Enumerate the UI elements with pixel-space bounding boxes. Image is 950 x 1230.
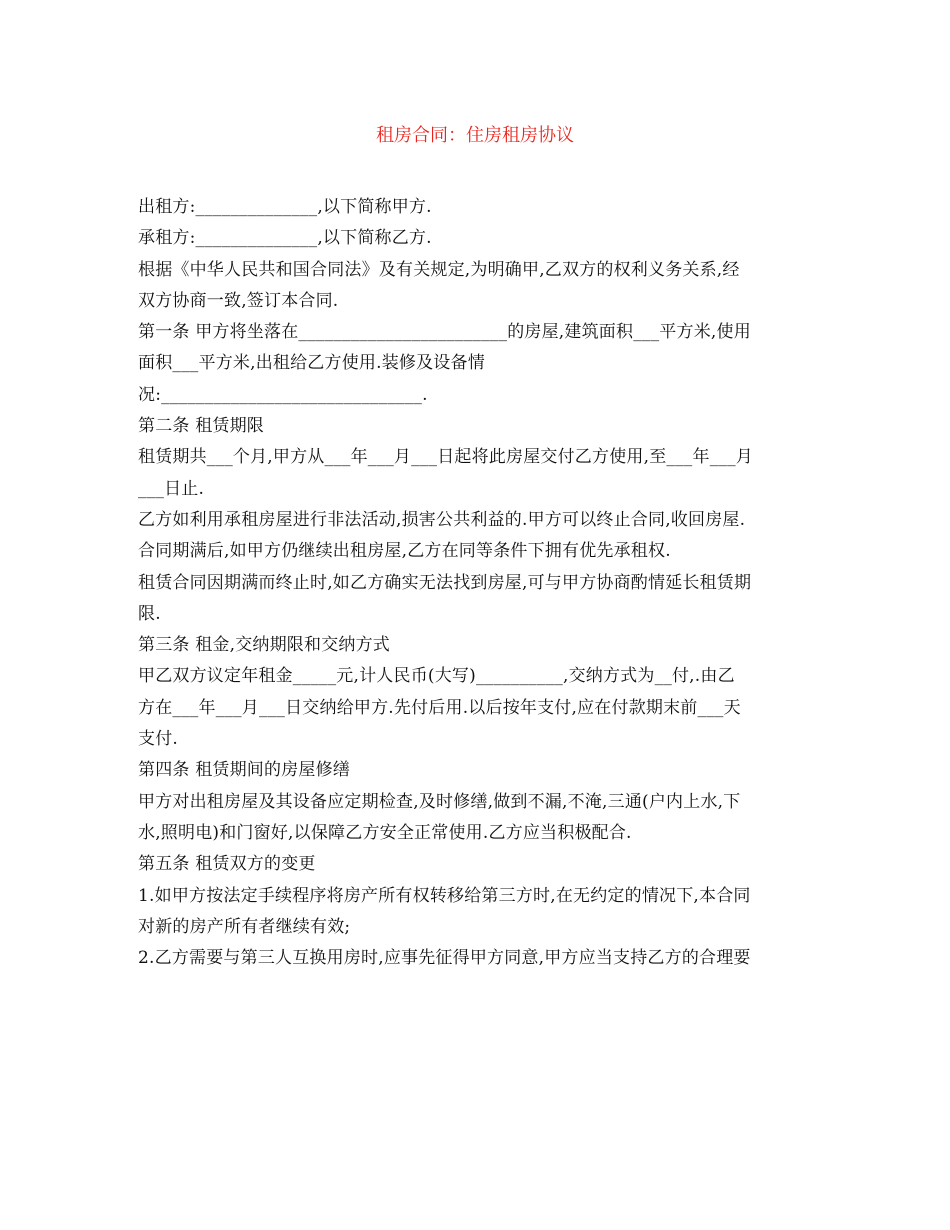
document-body [138, 192, 814, 974]
text-line: 况:______________________________. [138, 384, 428, 405]
text-line: 2.乙方需要与第三人互换用房时,应事先征得甲方同意,甲方应当支持乙方的合理要 [138, 948, 751, 969]
text-line: 乙方如利用承租房屋进行非法活动,损害公共利益的.甲方可以终止合同,收回房屋. [138, 509, 746, 530]
text-line: 1.如甲方按法定手续程序将房产所有权转移给第三方时,在无约定的情况下,本合同 [138, 885, 751, 906]
text-line: 租赁期共___个月,甲方从___年___月___日起将此房屋交付乙方使用,至___年___月 [138, 447, 754, 468]
text-line: 甲方对出租房屋及其设备应定期检查,及时修缮,做到不漏,不淹,三通(户内上水,下 [138, 791, 741, 812]
text-line: 合同期满后,如甲方仍继续出租房屋,乙方在同等条件下拥有优先承租权. [138, 541, 671, 562]
text-line: 面积___平方米,出租给乙方使用.装修及设备情 [138, 353, 485, 374]
text-line: 甲乙双方议定年租金_____元,计人民币(大写)__________,交纳方式为__付,.由乙 [138, 666, 735, 687]
text-line: 双方协商一致,签订本合同. [138, 290, 339, 311]
text-line: 限. [138, 603, 161, 624]
text-line: 承租方:______________,以下简称乙方. [138, 228, 432, 249]
text-line: 对新的房产所有者继续有效; [138, 916, 351, 937]
text-line: 第一条 甲方将坐落在________________________的房屋,建筑面积___平方米,使用 [138, 322, 751, 343]
text-line: 租赁合同因期满而终止时,如乙方确实无法找到房屋,可与甲方协商酌情延长租赁期 [138, 572, 752, 593]
section-heading: 第五条 租赁双方的变更 [138, 854, 316, 875]
document-title: 租房合同：住房租房协议 [376, 125, 574, 146]
section-heading: 第三条 租金,交纳期限和交纳方式 [138, 635, 391, 656]
text-line: 出租方:______________,以下简称甲方. [138, 197, 432, 217]
text-line: ___日止. [138, 478, 205, 499]
text-line: 方在___年___月___日交纳给甲方.先付后用.以后按年支付,应在付款期末前___天 [138, 697, 741, 718]
text-line: 支付. [138, 729, 179, 750]
text-line: 水,照明电)和门窗好,以保障乙方安全正常使用.乙方应当积极配合. [138, 822, 632, 843]
text-line: 根据《中华人民共和国合同法》及有关规定,为明确甲,乙双方的权利义务关系,经 [138, 259, 740, 280]
section-heading: 第四条 租赁期间的房屋修缮 [138, 760, 351, 781]
section-heading: 第二条 租赁期限 [138, 416, 265, 437]
